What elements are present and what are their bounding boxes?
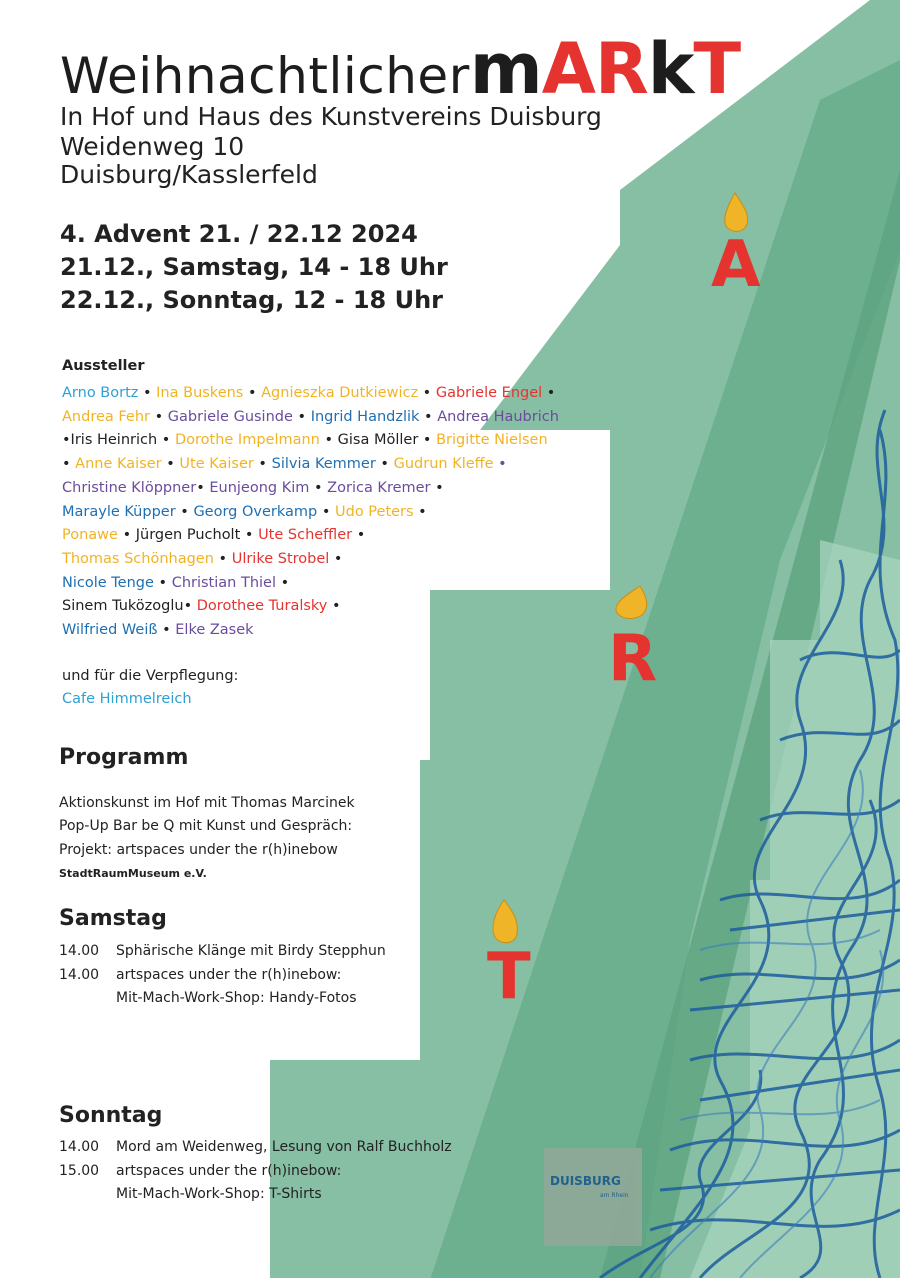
bullet-separator: • xyxy=(413,503,427,520)
exhibitor-name: Gudrun Kleffe xyxy=(393,456,494,473)
sonntag-schedule xyxy=(59,1136,452,1207)
tree-letter-a: A xyxy=(711,228,761,302)
exhibitor-row xyxy=(62,572,622,596)
exhibitor-name: Brigitte Nielsen xyxy=(436,432,548,449)
title-letter: R xyxy=(594,28,648,110)
samstag-heading: Samstag xyxy=(59,906,167,931)
sonntag-item xyxy=(59,1160,452,1184)
exhibitor-name: Christine Klöppner xyxy=(62,479,197,496)
duisburg-logo xyxy=(544,1148,642,1246)
location-line-3: Duisburg/Kasslerfeld xyxy=(60,160,318,189)
bullet-separator: • xyxy=(329,550,343,567)
programm-heading: Programm xyxy=(59,745,189,770)
location-line-1: In Hof und Haus des Kunstvereins Duisburg xyxy=(60,102,602,131)
exhibitor-name: Georg Overkamp xyxy=(193,503,318,520)
tree-letter-t: T xyxy=(487,940,531,1014)
title-markt xyxy=(469,28,741,110)
exhibitor-name: Christian Thiel xyxy=(171,574,276,591)
exhibitor-row xyxy=(62,406,622,430)
exhibitor-name: Andrea Haubrich xyxy=(437,408,559,425)
programm-line-2: Pop-Up Bar be Q mit Kunst und Gespräch: xyxy=(59,818,353,835)
programm-list xyxy=(59,792,355,885)
exhibitor-name: Jürgen Pucholt xyxy=(135,527,241,544)
exhibitor-name: Ingrid Handzlik xyxy=(310,408,420,425)
exhibitor-row xyxy=(62,429,622,453)
exhibitor-name: Gabriele Gusinde xyxy=(167,408,293,425)
exhibitor-row xyxy=(62,548,622,572)
schedule-time: 15.00 xyxy=(59,1162,100,1179)
exhibitor-name: Eunjeong Kim xyxy=(209,479,310,496)
exhibitor-row xyxy=(62,524,622,548)
schedule-text: Mit-Mach-Work-Shop: T-Shirts xyxy=(116,1186,322,1202)
bullet-separator: • xyxy=(213,550,232,567)
bullet-separator: • xyxy=(375,456,394,473)
schedule-time: 14.00 xyxy=(59,943,100,959)
exhibitor-row xyxy=(62,619,622,643)
bullet-separator: • xyxy=(243,385,262,401)
bullet-separator: • xyxy=(418,432,437,449)
schedule-text: Sphärische Klänge mit Birdy Stepphun xyxy=(116,943,386,959)
exhibitor-name: Dorothe Impelmann xyxy=(174,432,320,449)
schedule-time: 14.00 xyxy=(59,966,100,983)
title-letter: m xyxy=(469,28,542,110)
bullet-separator: • xyxy=(62,456,76,473)
exhibitor-name: Arno Bortz xyxy=(62,385,139,401)
exhibitor-name: Gisa Möller xyxy=(337,432,419,449)
bullet-separator: • xyxy=(319,432,338,449)
exhibitor-name: •Iris Heinrich xyxy=(62,432,158,449)
bullet-separator: • xyxy=(157,622,176,639)
bullet-separator: • xyxy=(317,503,335,520)
title-letter: k xyxy=(647,28,694,110)
exhibitor-name: Ponawe xyxy=(62,527,118,544)
bullet-separator: • xyxy=(418,385,436,401)
programm-line-4: StadtRaumMuseum e.V. xyxy=(59,866,207,880)
programm-line-1: Aktionskunst im Hof mit Thomas Marcinek xyxy=(59,795,355,811)
bullet-separator: • xyxy=(542,385,556,401)
exhibitor-name: Sinem Tuközoglu xyxy=(62,598,184,615)
bullet-separator: • xyxy=(253,456,272,473)
schedule-text: Mord am Weidenweg, Lesung von Ralf Buchholz xyxy=(116,1139,452,1155)
bullet-separator: • xyxy=(493,456,507,473)
catering-name: Cafe Himmelreich xyxy=(62,691,192,707)
date-line-2: 21.12., Samstag, 14 - 18 Uhr xyxy=(60,253,448,281)
samstag-item xyxy=(59,964,386,988)
exhibitors-list xyxy=(62,382,622,643)
bullet-separator: • xyxy=(196,479,210,496)
sonntag-item xyxy=(59,1136,452,1160)
bullet-separator: • xyxy=(276,574,290,591)
exhibitor-row xyxy=(62,477,622,501)
sonntag-item xyxy=(59,1183,452,1207)
sonntag-heading: Sonntag xyxy=(59,1103,163,1128)
exhibitor-row xyxy=(62,501,622,525)
exhibitor-name: Udo Peters xyxy=(335,503,414,520)
exhibitor-row xyxy=(62,382,622,406)
exhibitor-name: Ulrike Strobel xyxy=(231,550,330,567)
bullet-separator: • xyxy=(161,456,180,473)
title-word: Weihnachtlicher xyxy=(60,47,470,105)
exhibitor-name: Ute Kaiser xyxy=(179,456,254,473)
exhibitor-row xyxy=(62,453,622,477)
bullet-separator: • xyxy=(150,408,168,425)
bullet-separator: • xyxy=(138,385,157,401)
exhibitor-name: Elke Zasek xyxy=(175,622,254,639)
exhibitor-name: Wilfried Weiß xyxy=(62,622,158,639)
bullet-separator: • xyxy=(430,479,444,496)
schedule-text: artspaces under the r(h)inebow: xyxy=(116,966,342,983)
exhibitor-name: Agnieszka Dutkiewicz xyxy=(261,385,419,401)
exhibitor-name: Gabriele Engel xyxy=(435,385,543,401)
exhibitor-row xyxy=(62,595,622,619)
bullet-separator: • xyxy=(309,479,328,496)
exhibitor-name: Andrea Fehr xyxy=(62,408,150,425)
logo-sub: am Rhein xyxy=(600,1192,629,1199)
poster-title xyxy=(60,28,740,110)
samstag-item xyxy=(59,987,386,1011)
exhibitors-heading: Aussteller xyxy=(62,358,145,374)
bullet-separator: • xyxy=(117,527,136,544)
exhibitor-name: Nicole Tenge xyxy=(62,574,154,591)
bullet-separator: • xyxy=(240,527,259,544)
date-line-3: 22.12., Sonntag, 12 - 18 Uhr xyxy=(60,286,444,314)
exhibitor-name: Silvia Kemmer xyxy=(271,456,376,473)
samstag-item xyxy=(59,940,386,964)
programm-line-3: Projekt: artspaces under the r(h)inebow xyxy=(59,841,338,858)
exhibitor-name: Marayle Küpper xyxy=(62,503,176,520)
schedule-time: 14.00 xyxy=(59,1139,100,1155)
bullet-separator: • xyxy=(153,574,172,591)
bullet-separator: • xyxy=(327,598,341,615)
catering-label: und für die Verpflegung: xyxy=(62,668,239,684)
date-line-1: 4. Advent 21. / 22.12 2024 xyxy=(60,220,418,248)
bullet-separator: • xyxy=(183,598,197,615)
schedule-text: Mit-Mach-Work-Shop: Handy-Fotos xyxy=(116,990,357,1006)
exhibitor-name: Thomas Schönhagen xyxy=(62,550,214,567)
exhibitor-name: Ute Scheffler xyxy=(258,527,353,544)
samstag-schedule xyxy=(59,940,386,1011)
exhibitor-name: Zorica Kremer xyxy=(327,479,431,496)
logo-word: DUISBURG xyxy=(550,1174,621,1188)
bullet-separator: • xyxy=(175,503,194,520)
schedule-text: artspaces under the r(h)inebow: xyxy=(116,1162,342,1179)
exhibitor-name: Anne Kaiser xyxy=(75,456,162,473)
bullet-separator: • xyxy=(419,408,438,425)
bullet-separator: • xyxy=(352,527,366,544)
dates-block xyxy=(60,218,448,317)
exhibitor-name: Ina Buskens xyxy=(156,385,244,401)
tree-letter-r: R xyxy=(608,622,658,696)
title-letter: T xyxy=(693,28,741,110)
bullet-separator: • xyxy=(157,432,175,449)
title-letter: A xyxy=(541,28,595,110)
bullet-separator: • xyxy=(292,408,311,425)
location-line-2: Weidenweg 10 xyxy=(60,132,245,161)
exhibitor-name: Dorothee Turalsky xyxy=(196,598,328,615)
